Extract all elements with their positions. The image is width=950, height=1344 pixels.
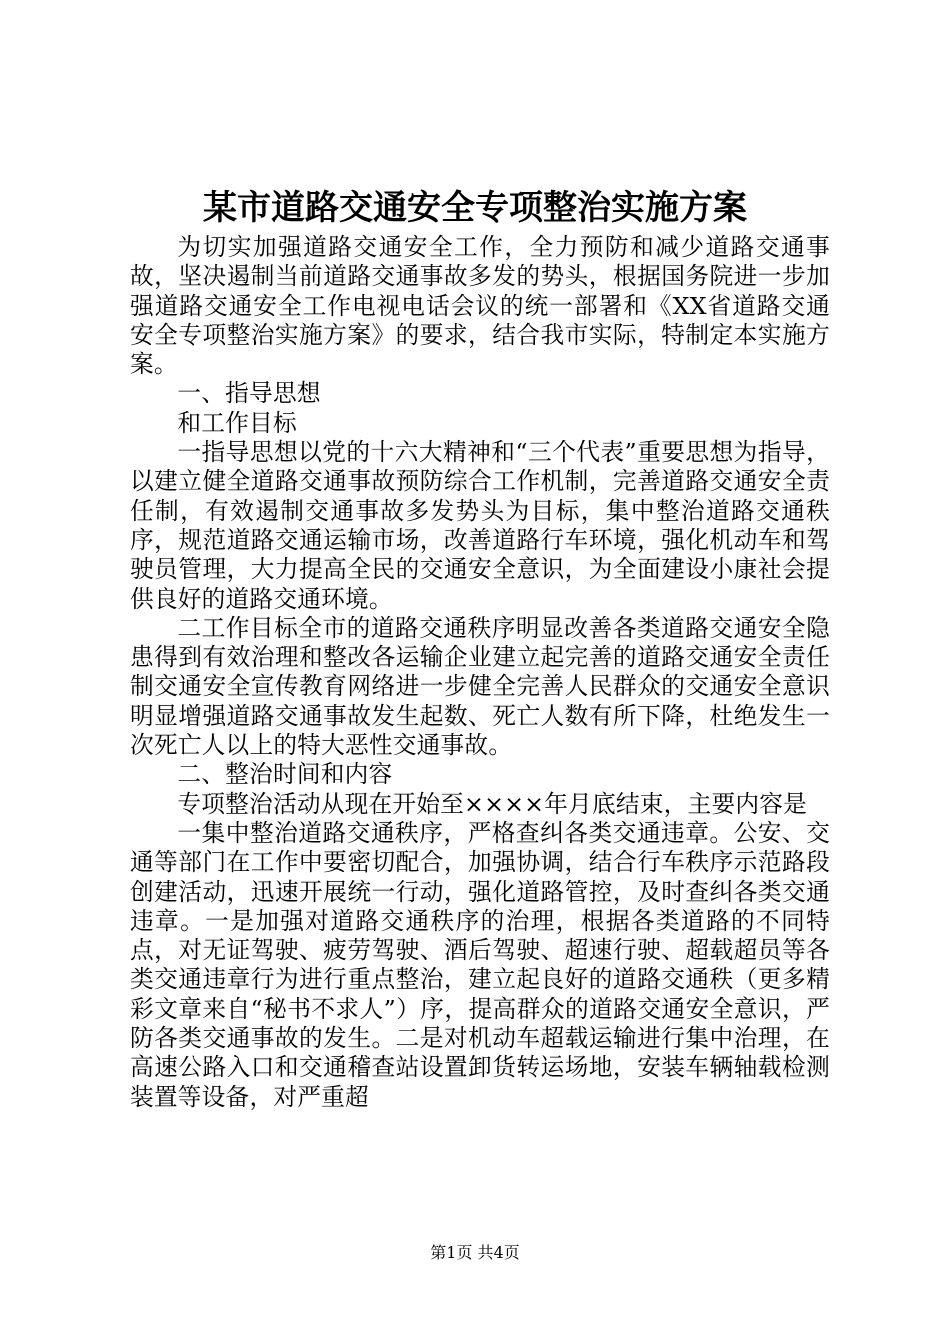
- section-heading-2: 二、整治时间和内容: [177, 760, 393, 789]
- work-goal-paragraph: 二工作目标全市的道路交通秩序明显改善各类道路交通安全隐患得到有效治理和整改各运输企业建立起完善的道路交通安全责任制交通安全宣传教育网络进一步健全完善人民群众的交通安全意识明显增强道路交通事故发生起数、死亡人数有所下降，杜绝发生一次死亡人以上的特大恶性交通事故。: [130, 613, 830, 760]
- document-body: [130, 233, 830, 1112]
- section-heading-1-continued: 和工作目标: [177, 408, 297, 437]
- page-title: 某市道路交通安全专项整治实施方案: [203, 188, 747, 228]
- intro-paragraph: 为切实加强道路交通安全工作，全力预防和减少道路交通事故，坚决遏制当前道路交通事故多发的势头，根据国务院进一步加强道路交通安全工作电视电话会议的统一部署和《XX省道路交通安全专项整治实施方案》的要求，结合我市实际，特制定本实施方案。: [130, 233, 830, 379]
- schedule-paragraph: 专项整治活动从现在开始至××××年月底结束，主要内容是: [177, 789, 807, 818]
- section-heading-1: 一、指导思想: [177, 379, 321, 408]
- page-footer: 第1页 共4页: [430, 1243, 520, 1262]
- guiding-ideology-paragraph: 一指导思想以党的十六大精神和“三个代表”重要思想为指导，以建立健全道路交通事故预防综合工作机制，完善道路交通安全责任制，有效遏制交通事故多发势头为目标，集中整治道路交通秩序，规范道路交通运输市场，改善道路行车环境，强化机动车和驾驶员管理，大力提高全民的交通安全意识，为全面建设小康社会提供良好的道路交通环境。: [130, 438, 830, 613]
- traffic-order-paragraph: 一集中整治道路交通秩序，严格查纠各类交通违章。公安、交通等部门在工作中要密切配合，加强协调，结合行车秩序示范路段创建活动，迅速开展统一行动，强化道路管控，及时查纠各类交通违章。一是加强对道路交通秩序的治理，根据各类道路的不同特点，对无证驾驶、疲劳驾驶、酒后驾驶、超速行驶、超载超员等各类交通违章行为进行重点整治，建立起良好的道路交通秩（更多精彩文章来自“秘书不求人”）序，提高群众的道路交通安全意识，严防各类交通事故的发生。二是对机动车超载运输进行集中治理，在高速公路入口和交通稽查站设置卸货转运场地，安装车辆轴载检测装置等设备，对严重超: [130, 818, 830, 1111]
